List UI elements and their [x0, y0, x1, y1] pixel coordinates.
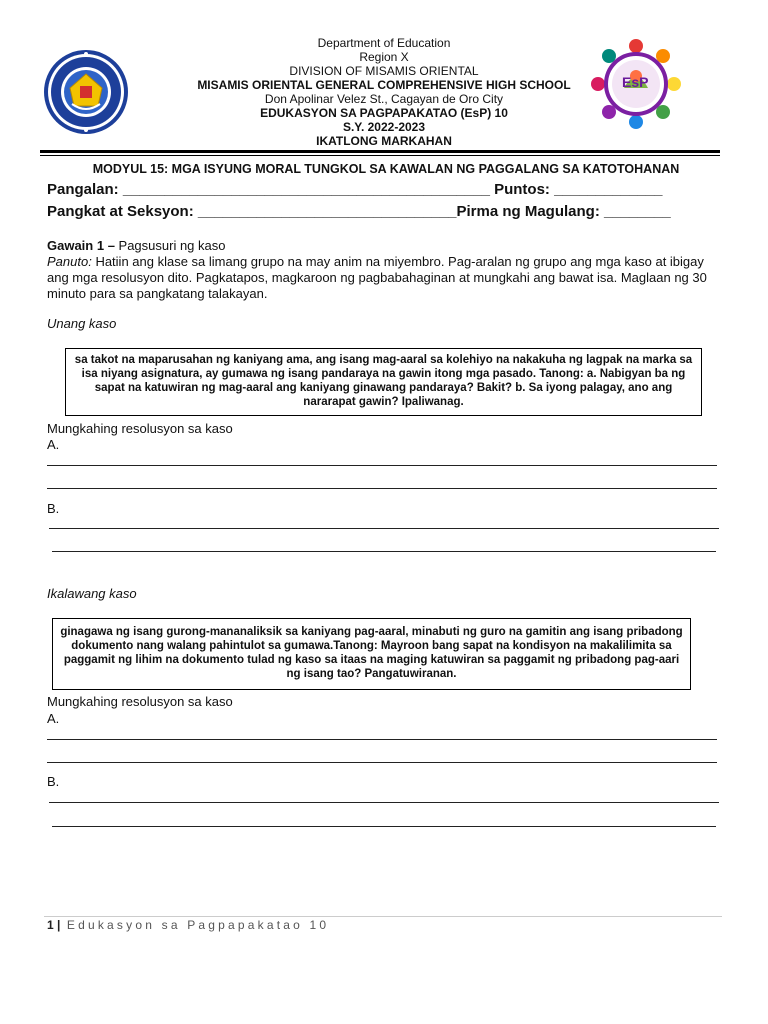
case1-answer-b-label: B.: [47, 501, 60, 516]
activity-title: [47, 238, 727, 254]
case1-resolution-label: Mungkahing resolusyon sa kaso: [47, 421, 233, 436]
case2-answer-b-label: B.: [47, 774, 60, 789]
footer-text: Edukasyon sa Pagpapakatao 10: [60, 918, 330, 932]
case2-label: Ikalawang kaso: [47, 586, 137, 601]
activity-title-bold: Gawain 1 –: [47, 238, 115, 253]
header-school-year: S.Y. 2022-2023: [342, 120, 426, 134]
header-rule-thin: [40, 155, 720, 156]
header-region: Region X: [359, 50, 409, 64]
section-signature-field[interactable]: Pangkat at Seksyon: _______________________________Pirma ng Magulang: ________: [47, 203, 671, 220]
header-division: DIVISION OF MISAMIS ORIENTAL: [289, 64, 479, 78]
case2-answer-b-line2[interactable]: [52, 826, 716, 827]
case1-answer-b-line1[interactable]: [49, 528, 719, 529]
page-number: 1 |: [47, 918, 61, 932]
header-address: Don Apolinar Velez St., Cagayan de Oro City: [264, 92, 504, 106]
instructions: [47, 254, 727, 302]
case2-answer-b-line1[interactable]: [49, 802, 719, 803]
case2-box: ginagawa ng isang gurong-mananaliksik sa kaniyang pag-aaral, minabuti ng guro na gamitin ang isang pribadong dokumento nang walang pahintulot sa gumawa.Tanong: Mayroon bang sapat na kondisyon na makalilimita sa paggamit ng lihim na dokumento tulad ng kaso sa itaas na maging katuwiran sa paggamit ng pribadong pag-aari ng isang tao? Pangatuwiranan.: [52, 618, 691, 690]
page-footer: [47, 918, 329, 932]
esp-logo: [588, 36, 684, 132]
case1-answer-b-line2[interactable]: [52, 551, 716, 552]
instructions-label: Panuto:: [47, 254, 92, 269]
case2-resolution-label: Mungkahing resolusyon sa kaso: [47, 694, 233, 709]
activity-title-rest: Pagsusuri ng kaso: [114, 238, 226, 253]
case1-box: sa takot na maparusahan ng kaniyang ama, ang isang mag-aaral sa kolehiyo na nakakuha ng lagpak na marka sa isa niyang asignatura, ay gumawa ng isang pandaraya na gawin itong mga pasado. Tanong: a. Nabigyan ba ng sapat na katuwiran ng mag-aaral ang kaniyang ginawang pandaraya? Bakit? b. Sa iyong palagay, ano ang nararapat gawin? Ipaliwanag.: [65, 348, 702, 416]
case1-answer-a-label: A.: [47, 437, 60, 452]
header-quarter: IKATLONG MARKAHAN: [316, 134, 452, 148]
case2-answer-a-line2[interactable]: [47, 762, 717, 763]
case1-label: Unang kaso: [47, 316, 117, 331]
footer-rule: [44, 916, 722, 917]
header-school: MISAMIS ORIENTAL GENERAL COMPREHENSIVE HIGH SCHOOL: [197, 78, 571, 92]
header-deped: Department of Education: [317, 36, 451, 50]
instructions-text: Hatiin ang klase sa limang grupo na may anim na miyembro. Pag-aralan ng grupo ang mga kaso at ibigay ang mga resolusyon dito. Pagkatapos, magkaroon ng pagbabahaginan at mungkahi ang bawat isa. Maglaan ng 30 minuto para sa pangkatang talakayan.: [47, 254, 707, 301]
module-title: MODYUL 15: MGA ISYUNG MORAL TUNGKOL SA KAWALAN NG PAGGALANG SA KATOTOHANAN: [92, 162, 680, 176]
case2-answer-a-line1[interactable]: [47, 739, 717, 740]
case2-answer-a-label: A.: [47, 711, 60, 726]
esp-logo-text: EsP: [622, 74, 649, 90]
case1-answer-a-line2[interactable]: [47, 488, 717, 489]
name-score-field[interactable]: Pangalan: ____________________________________________ Puntos: _____________: [47, 181, 663, 198]
case1-answer-a-line1[interactable]: [47, 465, 717, 466]
header-subject: EDUKASYON SA PAGPAPAKATAO (EsP) 10: [260, 106, 508, 120]
school-seal-logo: [42, 48, 130, 136]
header-rule-thick: [40, 150, 720, 153]
